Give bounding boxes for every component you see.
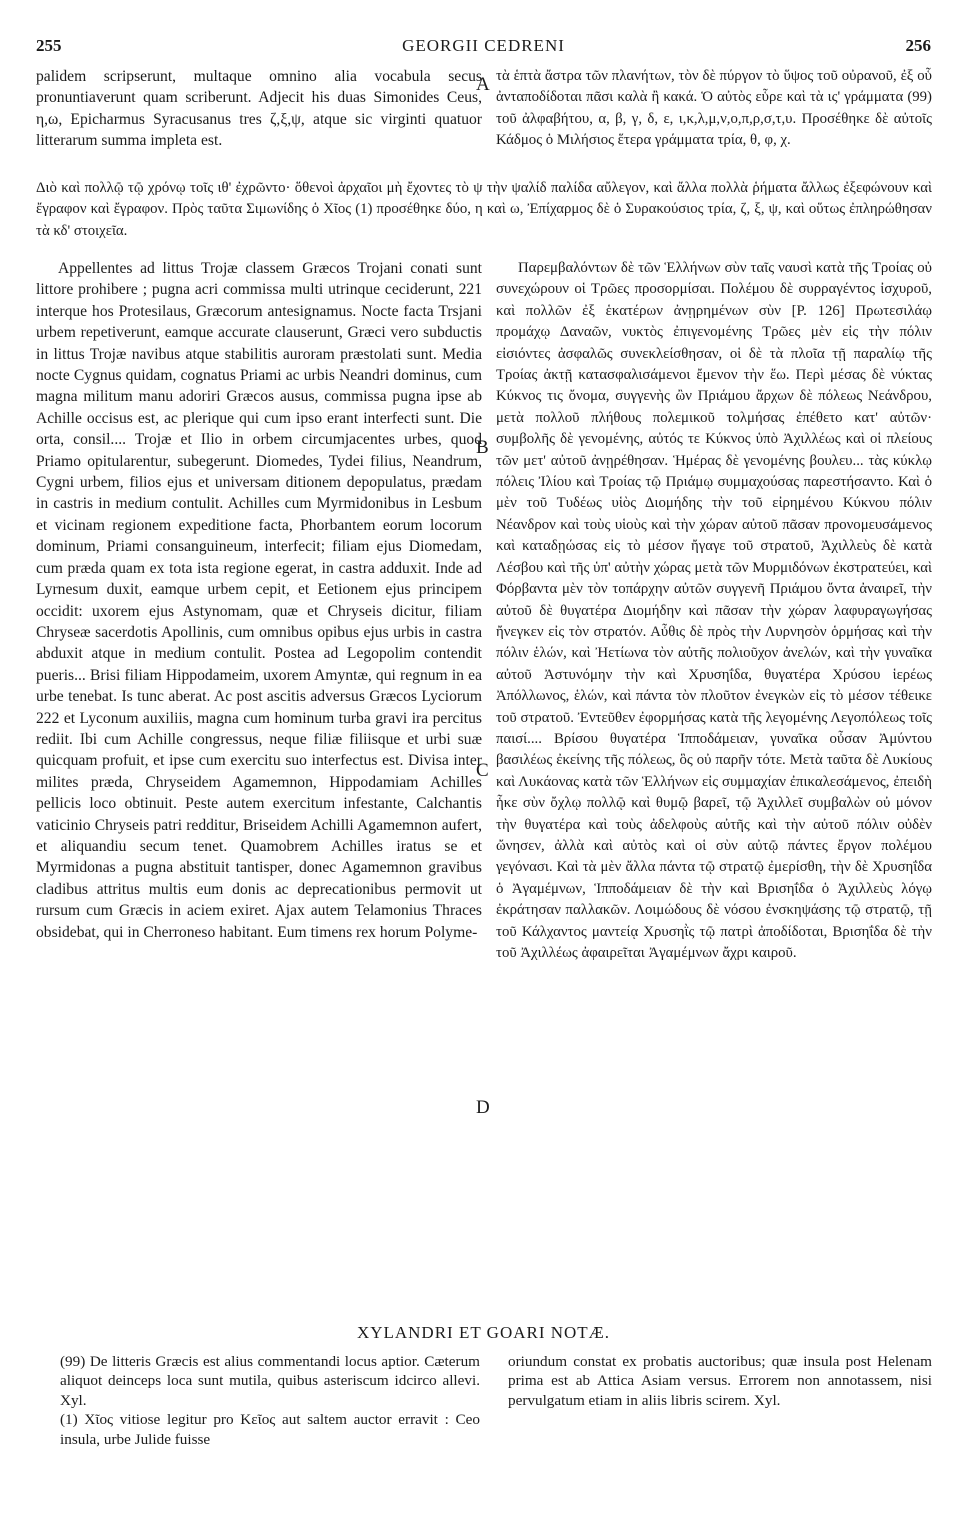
page-header xyxy=(36,36,931,66)
note-1: (1) Χῖος vitiose legitur pro Κεῖος aut saltem auctor erravit : Ceo insula, urbe Julide fuisse xyxy=(60,1411,480,1448)
latin-column-top xyxy=(36,66,482,178)
greek-paragraph-top: τὰ ἑπτὰ ἄστρα τῶν πλανήτων, τὸν δὲ πύργον τὸ ὕψος τοῦ οὐρανοῦ, ἐξ οὗ ἀνταποδίδοται πᾶσι καλὰ ἢ κακά. Ὁ αὐτὸς εὗρε καὶ τὰ ις' γράμματα (99) τοῦ ἀλφαβήτου, α, β, γ, δ, ε, ι,κ,λ,μ,ν,ο,π,ρ,σ,τ,υ. Προσέθηκε δὲ αὐτοῖς Κάδμος ὁ Μιλήσιος ἕτερα γράμματα τρία, θ, φ, χ. xyxy=(496,68,932,149)
notes-column-right xyxy=(508,1352,932,1522)
notes-heading: XYLANDRI ET GOARI NOTÆ. xyxy=(356,1323,611,1342)
notes-column-left xyxy=(60,1352,480,1522)
greek-paragraph-wide: Διὸ καὶ πολλῷ τῷ χρόνῳ τοῖς ιθ' ἐχρῶντο· ὅθενοὶ ἀρχαῖοι μὴ ἔχοντες τὸ ψ τὴν ψαλίδ παλίδα αὔλεγον, καὶ ἄλλα πολλὰ ῥήματα ἄλλως ἐξεφώνουν καὶ ἔγραφον καὶ ἔγραφον. Πρὸς ταῦτα Σιμωνίδης ὁ Χῖος (1) προσέθηκε δύο, η καὶ ω, Ἐπίχαρμος δὲ ὁ Συρακούσιος τρία, ζ, ξ, ψ, καὶ οὕτως ἐπληρώθησαν τὰ κδ' στοιχεῖα. xyxy=(36,180,932,239)
greek-paragraph-main: Παρεμβαλόντων δὲ τῶν Ἑλλήνων σὺν ταῖς ναυσὶ κατὰ τῆς Τροίας οὐ συνεχώρουν οἱ Τρῶες προσορμίσαι. Πολέμου δὲ συρραγέντος ἰσχυροῦ, καὶ πολλῶν ἐξ ἑκατέρων ἀνῃρημένων σὺν [P. 126] Πρωτεσιλάῳ προμάχῳ Δαναῶν, νυκτὸς ἐπιγενομένης Τρῶες μὲν εἰς τὴν πόλιν εἰσιόντες ἀσφαλῶς συνεκλείσθησαν, οἱ δὲ τὰ πλοῖα τῇ παραλίῳ τῆς Τροίας ἀκτῇ κατασφαλισάμενοι ἔμενον τὴν ἕω. Περὶ μέσας δὲ νύκτας Κύκνος τις ὄνομα, συγγενὴς ὢν Πριάμου ἄρχων δὲ πόλεως Νεάνδρου, μετὰ πολλοῦ πλήθους πολεμικοῦ τολμήσας ἐπέθετο κατ' αὐτῶν· συμβολῆς δὲ γενομένης, αὐτός τε Κύκνος ὑπὸ Ἀχιλλέως καὶ οἱ πλείους τῶν μετ' αὐτοῦ ἀνῃρέθησαν. Ἡμέρας δὲ γενομένης βουλευ... τὰς κύκλῳ πόλεις Ἰλίου καὶ Τροίας τῷ Πριάμῳ συμμαχούσας παρεστήσαντο. Καὶ ὁ μὲν τοῦ Τυδέως υἱὸς Διομήδης τὴν τοῦ εἰρημένου Κύκνου πόλιν Νέανδρον καὶ τοὺς υἱοὺς καὶ τὴν χώραν αὐτοῦ πᾶσαν προνομευσάμενος καὶ καταδῃώσας εἰς τὸ μέσον ἤγαγε τοῦ στρατοῦ, Ἀχιλλεὺς δὲ κατὰ Λέσβου καὶ τῆς ὑπ' αὐτὴν χώρας μετὰ τῶν Μυρμιδόνων ἐκστρατεύει, καὶ Φόρβαντα μὲν τὸν τοπάρχην αὐτῶν συγγενῆ Πριάμου ὄντα ἀναιρεῖ, τὴν αὐτοῦ δὲ θυγατέρα Διομήδην καὶ πᾶσαν τὴν χώραν λαφυραγωγήσας ἤνεγκεν εἰς τὸν στρατόν. Αὖθις δὲ πρὸς τὴν Λυρνησὸν ὁρμήσας καὶ τὴν πόλιν ἑλών, καὶ Ἠετίωνα τὸν αὐτῆς πολιοῦχον ἀνελών, καὶ τὴν γυναῖκα αὐτοῦ Ἀστυνόμην τὴν καὶ Χρυσηΐδα, θυγατέρα Χρύσου ἱερέως Ἀπόλλωνος, ἑλών, καὶ πάντα τὸν πλοῦτον ἐνεγκὼν εἰς τὸ μέσον τέθεικε τοῦ στρατοῦ. Ἐντεῦθεν ἐφορμήσας κατὰ τῆς λεγομένης Λεγοπόλεως τοῖς παισί.... Βρίσου θυγατέρα Ἱπποδάμειαν, γυναῖκα οὖσαν Ἀμύντου βασιλέως ἐκείνης τῆς πόλεως, ὃς οὐ παρῆν τότε. Μετὰ ταῦτα δὲ Λυκίους καὶ Λυκάονας κατὰ τῶν Ἑλλήνων εἰς συμμαχίαν ἐπικαλεσάμενος, ἐπειδὴ ἧκε σὺν ὄχλῳ πολλῷ καὶ θυμῷ βαρεῖ, τῷ Ἀχιλλεῖ συμβαλὼν οὐ μόνον τὴν θυγατέρα καὶ τοὺς ἀδελφοὺς αὐτῆς καὶ τὴν αὐτοῦ πόλιν οὐδὲν ὤνησεν, ἀλλὰ καὶ αὐτὸς καὶ οἱ σὺν αὐτῷ πάντες ἔργον πολέμου γεγόνασι. Καὶ τὰ μὲν ἄλλα πάντα τῷ στρατῷ ἐμερίσθη, τὴν δὲ Χρυσηΐδα ὁ Ἀγαμέμνων, Ἱπποδάμειαν δὲ τὴν καὶ Βρισηΐδα ὁ Ἀχιλλεὺς λόγῳ ἐκράτησαν παλλακῶν. Λοιμώδους δὲ νόσου ἐνσκηψάσης τῷ στρατῷ, τῇ τοῦ Κάλχαντος μαντείᾳ Χρυσηῒς τῷ πατρὶ ἀποδίδοται, Βρισηΐδα δὲ τὴν τοῦ Ἀχιλλέως ἀφαιρεῖται Ἀγαμέμνων ἄχρι καιροῦ. xyxy=(496,260,932,961)
page-number-left: 255 xyxy=(36,36,62,55)
note-1-continued: oriundum constat ex probatis auctoribus; quæ insula post Helenam prima est ab Attica Asiam versus. Errorem non annotassem, nisi pervulgatum etiam in aliis libris scirem. Xyl. xyxy=(508,1353,932,1409)
latin-paragraph-main: Appellentes ad littus Trojæ classem Græcos Trojani conati sunt littore prohibere ; pugna acri commissa multi utrinque ceciderunt, 221 interque hos Protesilaus, Græcorum antesignamus. Nocte facta Trsjani urbem repetiverunt, eamque accurate clauserunt, Græci vero subductis in littus Trojæ navibus atque stabilitis auroram præstolati sunt. Media nocte Cygnus quidam, cognatus Priami ac urbis Neandri dominus, cum magna militum manu adoriri Græcos ausus, commissa pugna ipse ab Achille occisus est, ac plerique qui cum ipso erant interfecti sunt. Die orta, consil.... Trojæ et Ilio in orbem circumjacentes urbes, quod Priamo opitularentur, subegerunt. Diomedes, Tydei filius, Neandrum, Cygni urbem, filios ejus et universam ditionem depopulatus, prædam in castris in medium contulit. Achilles cum Myrmidonibus in Lesbum et vicinam regionem expeditione facta, Phorbantem eorum locorum dominum, Priami consanguineum, interfecit; filiam ejus Diomedam, cum præda quam ex tota ista regione egerat, in castra adduxit. Inde ad Lyrnesum duxit, eamque urbem cepit, et Eetionem ejus principem occidit: uxorem ejus Astynomam, quæ et Chryseis dicitur, filiam Chryseæ sacerdotis Apollinis, cum omnibus opibus ejus urbis in castra abduxit atque in medium contulit. Postea ad Legopolim contendit pueris... Brisi filiam Hippodameim, uxorem Amyntæ, qui regnum in ea urbe tenebat. Is tunc aberat. Ac post ascitis adversus Græcos Lyciorum 222 et Lyconum auxiliis, magna cum hominum turba gravi ira percitus rediit. Ibi cum Achille congressus, neque filiæ filiisque et urbi suæ quicquam profuit, et ipse cum exercitu suo interfectus est. Divisa inter milites præda, Chryseidem Agamemnon, Hippodamiam Achilles pellicis loco obtinuit. Peste autem exercitum infestante, Calchantis vaticinio Chryseis patri redditur, Briseidem Achilli Agamemnon aufert, et aliquandiu secum tenet. Quamobrem Achilles iratus se et Myrmidonas a pugna abstituit tantisper, donec Agamemnon gravibus cladibus attritus multis eum donis ac deprecationibus permovit ut rursum cum Græcis in aciem exiret. Ajax autem Telamonius Thraces obsidebat, qui in Cherroneso habitant. Eum timens rex horum Polyme- xyxy=(36,260,482,941)
section-marker-d: D xyxy=(476,1097,490,1118)
section-marker-a: A xyxy=(476,74,490,95)
section-marker-c: C xyxy=(476,760,489,781)
latin-paragraph-top: palidem scripserunt, multaque omnino alia vocabula secus pronuntiaverunt quam scriberunt. Adjecit his duas Simonides Ceus, η,ω, Epicharmus Syracusanus tres ζ,ξ,ψ, atque sic virginti quatuor litterarum summa impleta est. xyxy=(36,68,482,150)
running-title: GEORGII CEDRENI xyxy=(402,36,565,55)
greek-full-width-passage xyxy=(36,178,932,258)
section-marker-b: B xyxy=(476,437,489,458)
note-99: (99) De litteris Græcis est alius commentandi locus aptior. Cæterum aliquot deinceps loca sunt mutila, quibus asteriscum idcirco allevi. Xyl. xyxy=(60,1353,480,1409)
greek-column-top xyxy=(496,66,932,178)
greek-column-main xyxy=(496,258,932,1316)
page-number-right: 256 xyxy=(905,36,931,55)
latin-column-main xyxy=(36,258,482,1316)
